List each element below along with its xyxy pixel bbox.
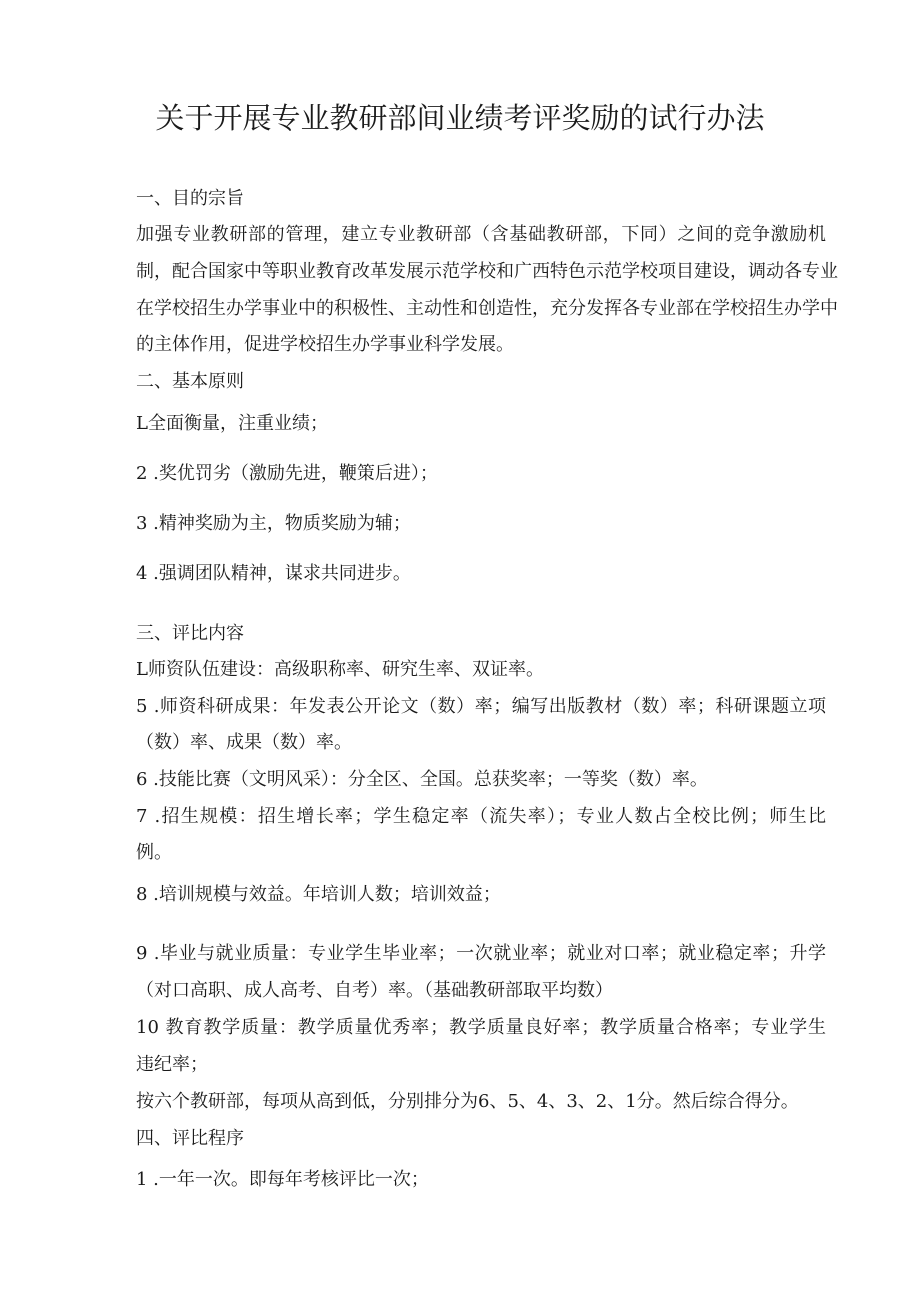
paragraph-line: 的主体作用，促进学校招生办学事业科学发展。 (136, 334, 514, 355)
paragraph-line: （数）率、成果（数）率。 (136, 732, 352, 753)
list-item: 10 教育教学质量：教学质量优秀率；教学质量良好率；教学质量合格率；专业学生 (136, 1017, 826, 1038)
list-item: 6 .技能比赛（文明风采）：分全区、全国。总获奖率；一等奖（数）率。 (136, 769, 708, 790)
paragraph-line: 违纪率； (136, 1054, 208, 1075)
section-heading-content: 三、评比内容 (136, 623, 244, 644)
section-heading-purpose: 一、目的宗旨 (136, 188, 244, 209)
paragraph-line: 在学校招生办学事业中的积极性、主动性和创造性，充分发挥各专业部在学校招生办学中 (136, 298, 838, 319)
list-item: 5 .师资科研成果：年发表公开论文（数）率；编写出版教材（数）率；科研课题立项 (136, 696, 826, 717)
list-item: L师资队伍建设：高级职称率、研究生率、双证率。 (136, 659, 544, 680)
list-item: 8 .培训规模与效益。年培训人数；培训效益； (136, 884, 501, 905)
paragraph-line: 加强专业教研部的管理，建立专业教研部（含基础教研部，下同）之间的竞争激励机 (136, 224, 826, 245)
list-item: 3 .精神奖励为主，物质奖励为辅； (136, 513, 411, 534)
section-heading-procedure: 四、评比程序 (136, 1128, 244, 1149)
list-item: 2 .奖优罚劣（激励先进，鞭策后进）； (136, 463, 438, 484)
list-item: 9 .毕业与就业质量：专业学生毕业率；一次就业率；就业对口率；就业稳定率；升学 (136, 943, 826, 964)
list-item: 1 .一年一次。即每年考核评比一次； (136, 1169, 429, 1190)
paragraph-line: （对口高职、成人高考、自考）率。（基础教研部取平均数） (136, 980, 613, 1001)
list-item: L全面衡量，注重业绩； (136, 413, 328, 434)
paragraph-line: 按六个教研部，每项从高到低，分别排分为6、5、4、3、2、1分。然后综合得分。 (136, 1091, 799, 1112)
document-title: 关于开展专业教研部间业绩考评奖励的试行办法 (155, 101, 765, 135)
section-heading-principles: 二、基本原则 (136, 371, 244, 392)
paragraph-line: 例。 (136, 842, 172, 863)
paragraph-line: 制，配合国家中等职业教育改革发展示范学校和广西特色示范学校项目建设，调动各专业 (136, 261, 838, 282)
list-item: 4 .强调团队精神，谋求共同进步。 (136, 563, 411, 584)
list-item: 7 .招生规模：招生增长率；学生稳定率（流失率）；专业人数占全校比例；师生比 (136, 806, 826, 827)
